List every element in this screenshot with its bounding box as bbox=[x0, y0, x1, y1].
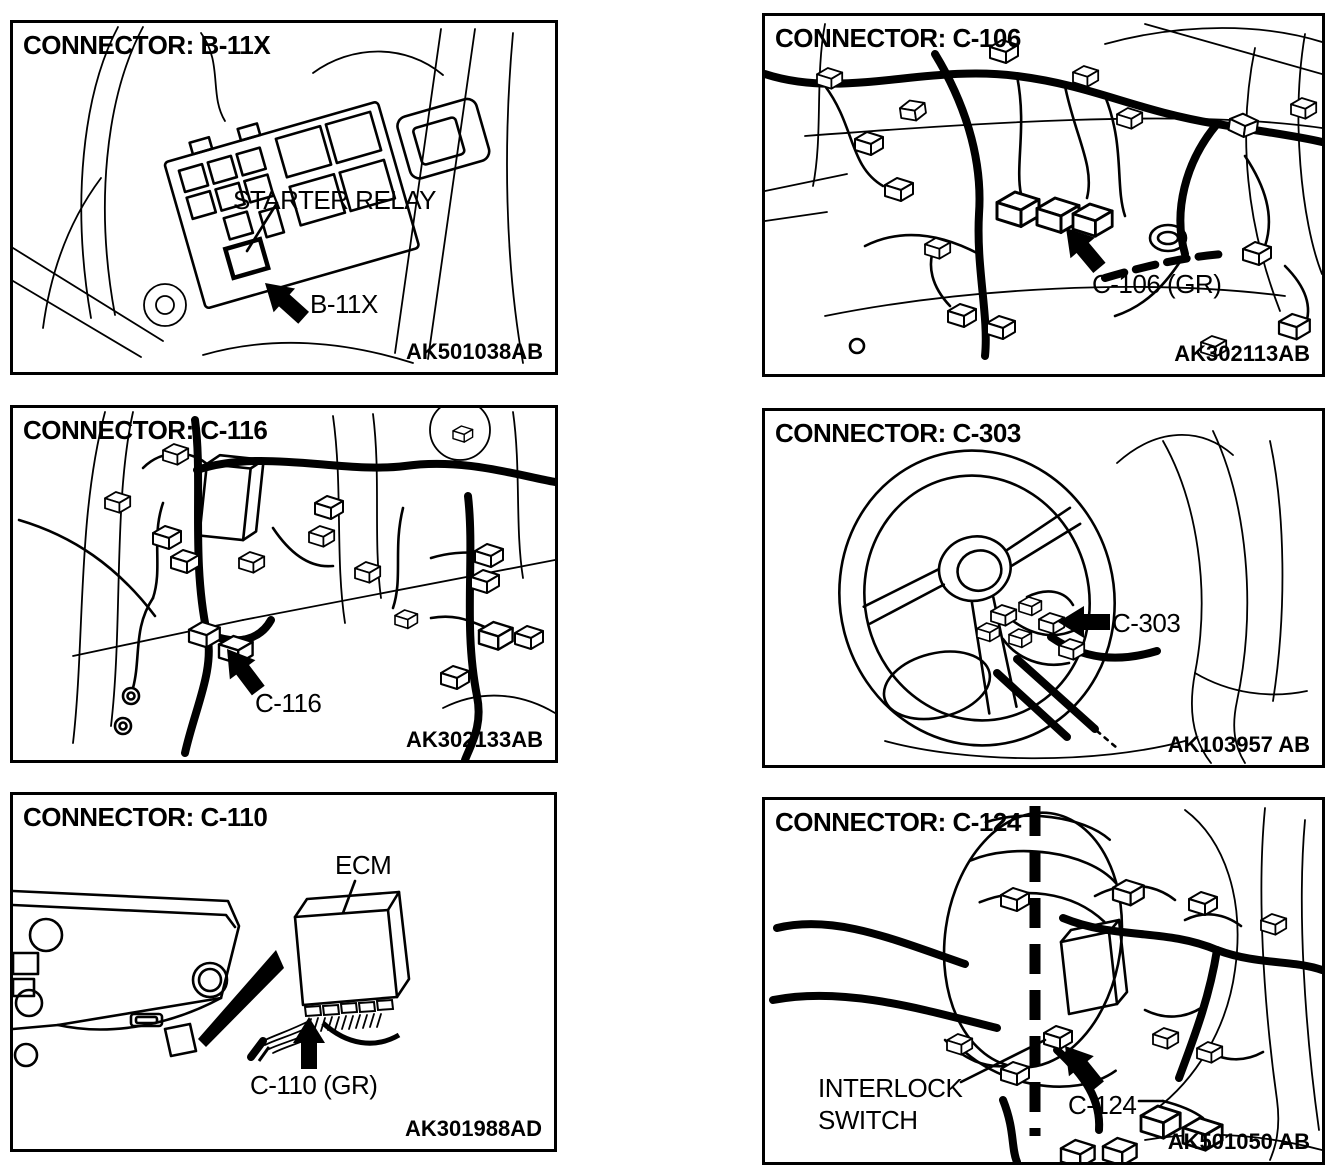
panel-connector-c106 bbox=[762, 13, 1325, 377]
panel-title: CONNECTOR: C-110 bbox=[23, 802, 268, 832]
label-connector-c106: C-106 (GR) bbox=[1092, 269, 1222, 299]
panel-connector-c303 bbox=[762, 408, 1325, 768]
label-connector-c116: C-116 bbox=[255, 688, 322, 718]
figure-code: AK501038AB bbox=[406, 339, 543, 364]
label-starter-relay: STARTER RELAY bbox=[233, 185, 436, 215]
figure-code: AK302113AB bbox=[1174, 341, 1310, 366]
panel-connector-b11x bbox=[10, 20, 558, 375]
panel-connector-c124 bbox=[762, 797, 1325, 1165]
panel-connector-c110 bbox=[10, 792, 557, 1152]
panel-title: CONNECTOR: B-11X bbox=[23, 30, 271, 60]
figure-code: AK501050 AB bbox=[1167, 1129, 1310, 1154]
label-ecm: ECM bbox=[335, 850, 392, 880]
label-connector-b11x: B-11X bbox=[310, 289, 378, 319]
panel-title: CONNECTOR: C-303 bbox=[775, 418, 1021, 448]
illustration-steering-wheel-c303 bbox=[765, 411, 1322, 765]
ecm-box bbox=[295, 892, 409, 1005]
label-switch: SWITCH bbox=[818, 1105, 918, 1135]
label-interlock: INTERLOCK bbox=[818, 1073, 963, 1103]
panel-connector-c116 bbox=[10, 405, 558, 763]
label-connector-c303: C-303 bbox=[1112, 608, 1181, 638]
panel-title: CONNECTOR: C-116 bbox=[23, 415, 268, 445]
illustration-dash-harness-c106 bbox=[765, 16, 1322, 374]
starter-relay-highlight bbox=[225, 239, 268, 278]
figure-code: AK103957 AB bbox=[1167, 732, 1310, 757]
steering-wheel bbox=[808, 421, 1145, 765]
figure-code: AK302133AB bbox=[406, 727, 543, 752]
label-connector-c124: C-124 bbox=[1068, 1090, 1137, 1120]
label-connector-c110: C-110 (GR) bbox=[250, 1070, 378, 1100]
panel-title: CONNECTOR: C-124 bbox=[775, 807, 1021, 837]
figure-code: AK301988AD bbox=[405, 1116, 542, 1141]
panel-title: CONNECTOR: C-106 bbox=[775, 23, 1021, 53]
interlock-switch bbox=[1044, 1026, 1072, 1049]
callout-arrow-c110 bbox=[293, 1017, 325, 1069]
